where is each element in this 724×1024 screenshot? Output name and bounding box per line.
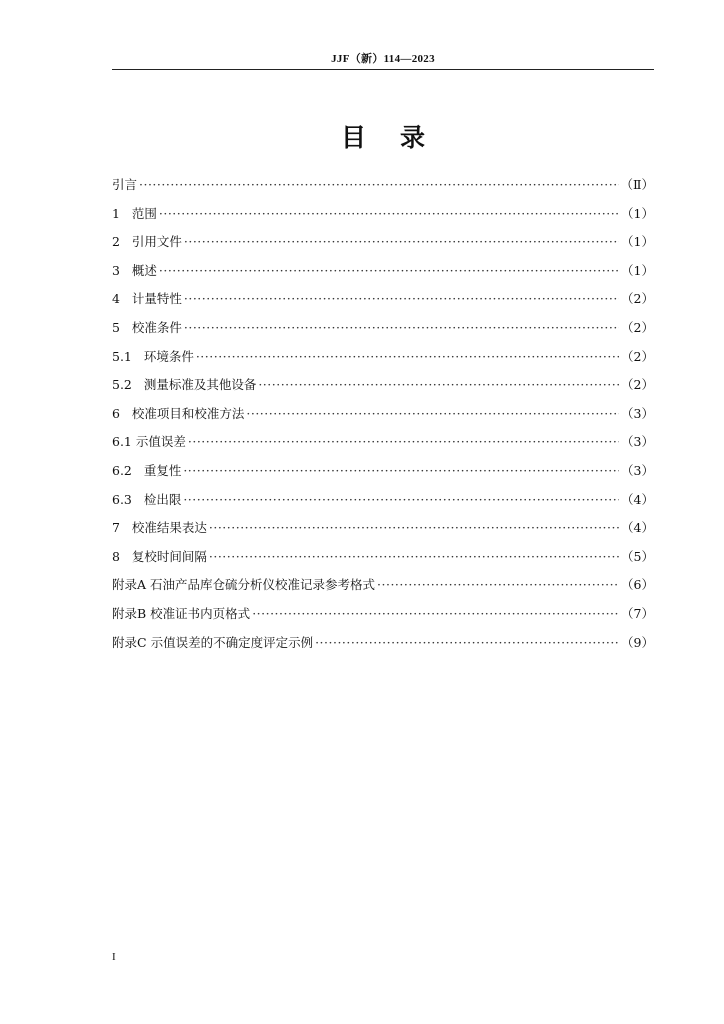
page-number: I xyxy=(112,951,116,963)
toc-entry-number: 6 xyxy=(112,405,120,421)
toc-entry-page: （9） xyxy=(621,634,654,650)
toc-entry-page: （3） xyxy=(621,434,654,450)
toc-entry-number: 8 xyxy=(112,548,120,564)
toc-leader-dots xyxy=(184,291,619,306)
toc-entry-page: （4） xyxy=(621,491,654,507)
toc-entry-number: 2 xyxy=(112,234,120,250)
table-of-contents xyxy=(112,175,654,661)
toc-entry-label: 检出限 xyxy=(143,491,182,507)
toc-entry-number: 附录B xyxy=(112,605,147,621)
toc-entry-page: （1） xyxy=(621,262,654,278)
toc-entry-number: 附录C xyxy=(112,634,147,650)
toc-entry-label: 引言 xyxy=(112,177,138,192)
toc-entry-1[interactable] xyxy=(112,204,654,233)
toc-leader-dots xyxy=(183,492,619,507)
toc-entry-appendix-c[interactable] xyxy=(112,633,654,662)
toc-entry-8[interactable] xyxy=(112,547,654,576)
toc-entry-label: 引用文件 xyxy=(131,234,182,250)
toc-leader-dots xyxy=(246,406,619,421)
toc-leader-dots xyxy=(209,520,619,535)
toc-entry-page: （2） xyxy=(621,291,654,307)
toc-leader-dots xyxy=(159,263,619,278)
toc-entry-label: 范围 xyxy=(131,205,157,221)
toc-entry-page: （4） xyxy=(621,520,654,536)
toc-leader-dots xyxy=(159,206,619,221)
toc-entry-page: （2） xyxy=(621,377,654,393)
toc-leader-dots xyxy=(196,349,619,364)
toc-entry-label: 校准结果表达 xyxy=(131,520,207,536)
toc-entry-6-3[interactable] xyxy=(112,490,654,519)
toc-entry-page: （3） xyxy=(621,405,654,421)
toc-leader-dots xyxy=(315,635,619,650)
toc-entry-number: 附录A xyxy=(112,577,147,593)
page-title: 目录 xyxy=(340,123,459,152)
toc-entry-label: 校准条件 xyxy=(131,319,182,335)
toc-entry-2[interactable] xyxy=(112,232,654,261)
toc-entry-label: 石油产品库仓硫分析仪校准记录参考格式 xyxy=(150,577,376,593)
header-divider xyxy=(112,69,654,70)
toc-entry-page: （2） xyxy=(621,348,654,364)
toc-entry-label: 重复性 xyxy=(143,462,182,478)
toc-entry-number: 7 xyxy=(112,520,120,536)
toc-entry-number: 6.2 xyxy=(112,462,132,478)
toc-entry-number: 1 xyxy=(112,205,120,221)
toc-entry-number: 5 xyxy=(112,319,120,335)
toc-entry-label: 示值误差的不确定度评定示例 xyxy=(150,634,314,650)
toc-leader-dots xyxy=(209,549,619,564)
toc-entry-3[interactable] xyxy=(112,261,654,290)
document-header-code: JJF（新）114—2023 xyxy=(331,53,435,65)
toc-entry-number: 3 xyxy=(112,262,120,278)
toc-entry-5-2[interactable] xyxy=(112,375,654,404)
toc-entry-page: （2） xyxy=(621,319,654,335)
toc-entry-label: 环境条件 xyxy=(143,348,194,364)
toc-entry-4[interactable] xyxy=(112,289,654,318)
toc-leader-dots xyxy=(258,377,619,392)
toc-leader-dots xyxy=(184,234,619,249)
toc-entry-page: （1） xyxy=(621,234,654,250)
toc-entry-label: 计量特性 xyxy=(131,291,182,307)
toc-entry-appendix-b[interactable] xyxy=(112,604,654,633)
toc-entry-page: （Ⅱ） xyxy=(620,177,654,192)
toc-leader-dots xyxy=(377,577,619,592)
toc-entry-page: （6） xyxy=(621,577,654,593)
toc-entry-5-1[interactable] xyxy=(112,347,654,376)
toc-entry-number: 5.2 xyxy=(112,377,132,393)
toc-entry-5[interactable] xyxy=(112,318,654,347)
toc-entry-label: 示值误差 xyxy=(135,434,186,450)
toc-entry-6-2[interactable] xyxy=(112,461,654,490)
toc-leader-dots xyxy=(188,434,619,449)
toc-entry-number: 6.1 xyxy=(112,434,132,450)
toc-entry-label: 复校时间间隔 xyxy=(131,548,207,564)
toc-entry-6-1[interactable] xyxy=(112,432,654,461)
toc-entry-introduction[interactable] xyxy=(112,175,654,204)
toc-entry-6[interactable] xyxy=(112,404,654,433)
toc-entry-page: （3） xyxy=(621,462,654,478)
toc-entry-label: 测量标准及其他设备 xyxy=(143,377,257,393)
toc-entry-label: 校准项目和校准方法 xyxy=(131,405,245,421)
toc-entry-appendix-a[interactable] xyxy=(112,575,654,604)
toc-entry-number: 4 xyxy=(112,291,120,307)
toc-leader-dots xyxy=(252,606,619,621)
toc-leader-dots xyxy=(139,177,618,192)
toc-entry-page: （7） xyxy=(621,605,654,621)
toc-leader-dots xyxy=(184,320,619,335)
toc-entry-number: 5.1 xyxy=(112,348,132,364)
toc-entry-page: （5） xyxy=(621,548,654,564)
toc-entry-page: （1） xyxy=(621,205,654,221)
toc-entry-label: 校准证书内页格式 xyxy=(150,605,251,621)
toc-entry-label: 概述 xyxy=(131,262,157,278)
toc-leader-dots xyxy=(183,463,619,478)
toc-entry-7[interactable] xyxy=(112,518,654,547)
toc-entry-number: 6.3 xyxy=(112,491,132,507)
